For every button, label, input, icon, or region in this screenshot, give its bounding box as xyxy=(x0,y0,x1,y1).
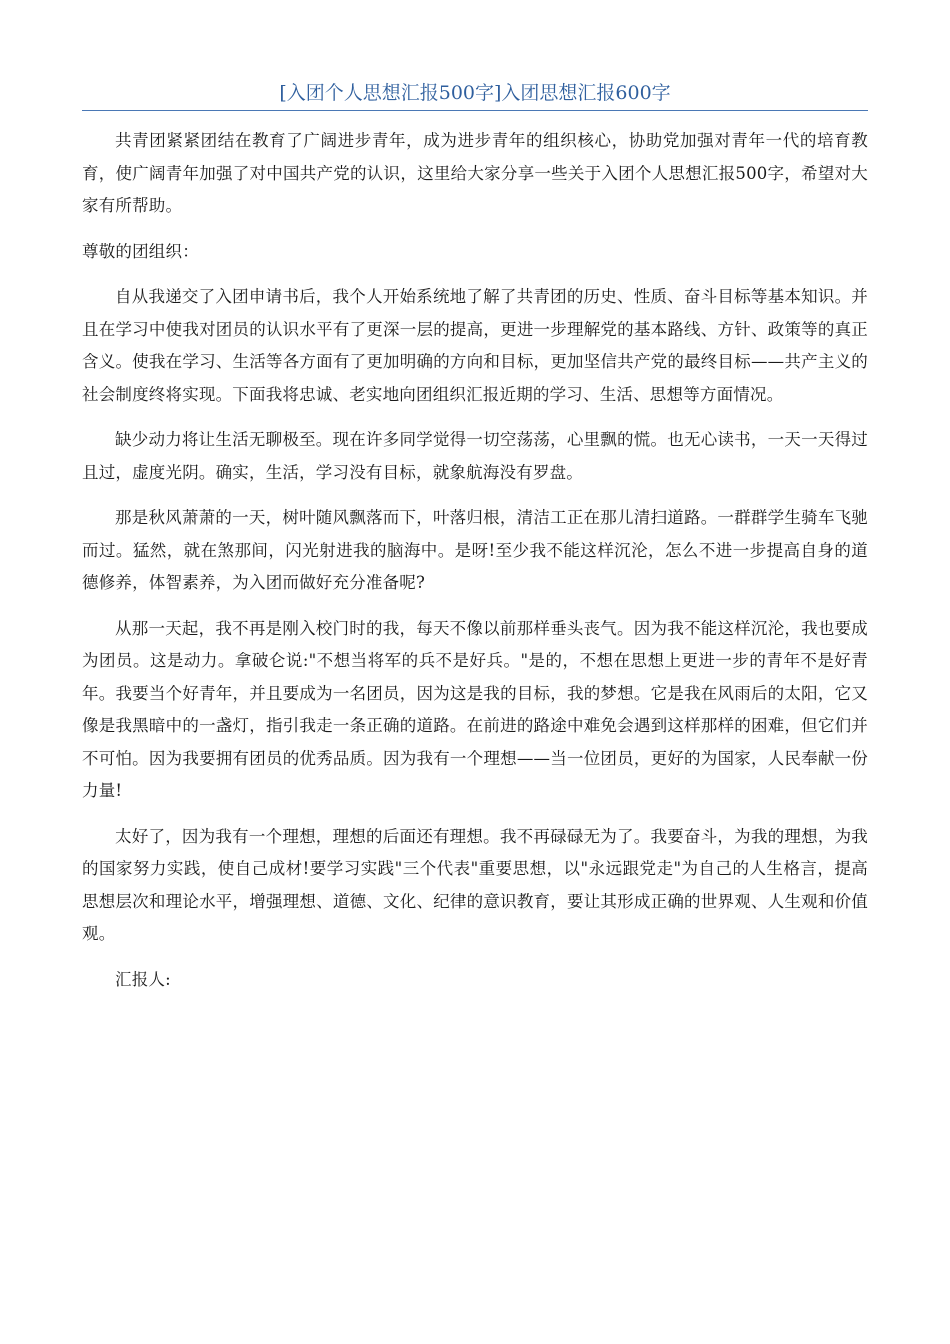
document-page xyxy=(82,78,868,1009)
body-paragraph-1: 自从我递交了入团申请书后，我个人开始系统地了解了共青团的历史、性质、奋斗目标等基本知识。并且在学习中使我对团员的认识水平有了更深一层的提高，更进一步理解党的基本路线、方针、政策等的真正含义。使我在学习、生活等各方面有了更加明确的方向和目标，更加坚信共产党的最终目标——共产主义的社会制度终将实现。下面我将忠诚、老实地向团组织汇报近期的学习、生活、思想等方面情况。 xyxy=(82,287,868,404)
body-paragraph-3: 那是秋风萧萧的一天，树叶随风飘落而下，叶落归根，清洁工正在那儿清扫道路。一群群学生骑车飞驰而过。猛然，就在煞那间，闪光射进我的脑海中。是呀!至少我不能这样沉沦，怎么不进一步提高自身的道德修养，体智素养，为入团而做好充分准备呢? xyxy=(82,508,868,592)
body-paragraph-2: 缺少动力将让生活无聊极至。现在许多同学觉得一切空荡荡，心里飘的慌。也无心读书，一天一天得过且过，虚度光阴。确实，生活，学习没有目标，就象航海没有罗盘。 xyxy=(82,430,868,482)
signature-line: 汇报人: xyxy=(115,969,171,989)
body-paragraph-4: 从那一天起，我不再是刚入校门时的我，每天不像以前那样垂头丧气。因为我不能这样沉沦，我也要成为团员。这是动力。拿破仑说:"不想当将军的兵不是好兵。"是的，不想在思想上更进一步的青年不是好青年。我要当个好青年，并且要成为一名团员，因为这是我的目标，我的梦想。它是我在风雨后的太阳，它又像是我黑暗中的一盏灯，指引我走一条正确的道路。在前进的路途中难免会遇到这样那样的困难，但它们并不可怕。因为我要拥有团员的优秀品质。因为我有一个理想——当一位团员，更好的为国家，人民奉献一份力量! xyxy=(82,618,868,800)
intro-paragraph: 共青团紧紧团结在教育了广阔进步青年，成为进步青年的组织核心，协助党加强对青年一代的培育教育，使广阔青年加强了对中国共产党的认识，这里给大家分享一些关于入团个人思想汇报500字，希望对大家有所帮助。 xyxy=(82,131,868,215)
document-title: [入团个人思想汇报500字]入团思想汇报600字 xyxy=(82,78,868,111)
greeting-line: 尊敬的团组织： xyxy=(82,241,199,261)
body-paragraph-5: 太好了，因为我有一个理想，理想的后面还有理想。我不再碌碌无为了。我要奋斗，为我的理想，为我的国家努力实践，使自己成材!要学习实践"三个代表"重要思想，以"永远跟党走"为自己的人生格言，提高思想层次和理论水平，增强理想、道德、文化、纪律的意识教育，要让其形成正确的世界观、人生观和价值观。 xyxy=(82,826,868,943)
